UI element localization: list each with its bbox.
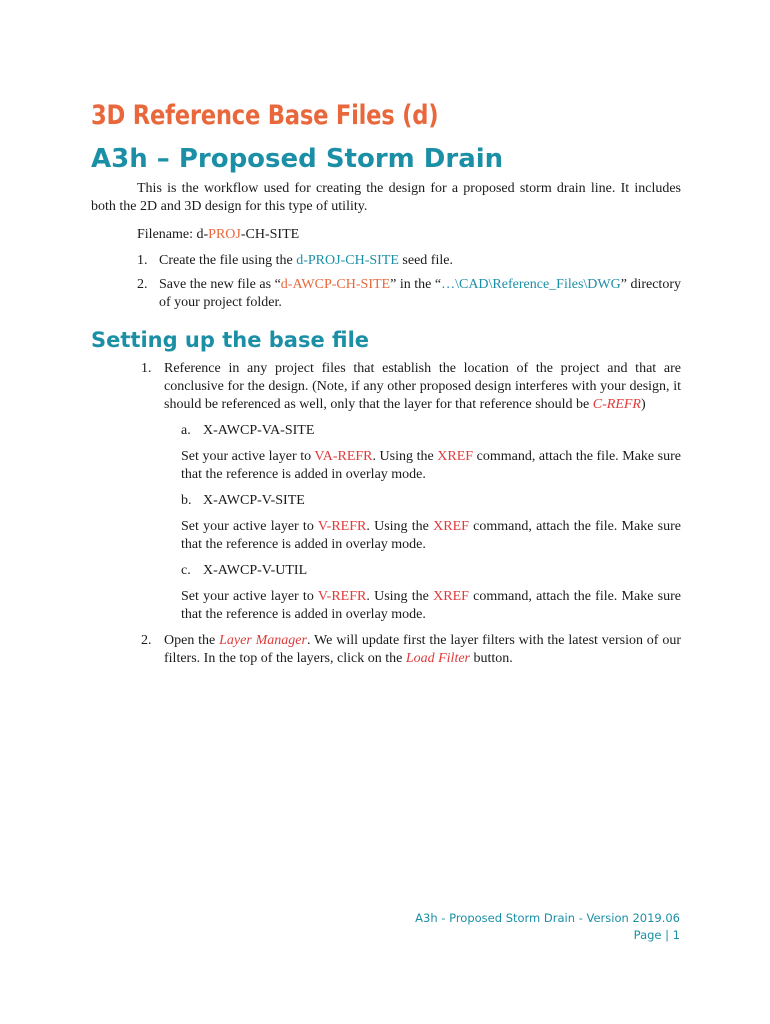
command-name: XREF — [433, 589, 469, 604]
filename-line — [137, 226, 681, 244]
command-name: XREF — [437, 449, 474, 464]
step-text: . We will update first the layer filters with the latest version of our filters. In the top of the layers, click on the — [164, 633, 681, 666]
sub-item-letter: b. — [181, 493, 192, 508]
footer-version: A3h - Proposed Storm Drain - Version 2019.06 — [415, 911, 680, 925]
step-text: Reference in any project files that establish the location of the project and that are conclusive for the design. (Note, if any other proposed design interferes with your design, it should be referenced as well, only that the layer for that reference should be — [164, 361, 681, 412]
step-number: 2. — [141, 633, 152, 648]
footer-page-number: Page | 1 — [633, 928, 680, 942]
sub-item-title — [181, 492, 681, 510]
reference-file-name: X-AWCP-V-UTIL — [203, 563, 308, 578]
document-title: 3D Reference Base Files (d) — [91, 100, 439, 131]
page-content — [91, 96, 681, 668]
reference-sublist — [181, 422, 681, 624]
sub-item-letter: a. — [181, 423, 191, 438]
intro-paragraph: This is the workflow used for creating the design for a proposed storm drain line. It includes both the 2D and 3D design for this type of utility. — [91, 181, 681, 214]
desc-text: Set your active layer to — [181, 519, 318, 534]
desc-text: . Using the — [366, 519, 434, 534]
reference-file-name: X-AWCP-V-SITE — [203, 493, 305, 508]
page-footer — [415, 910, 680, 944]
list-item — [91, 632, 681, 668]
new-file-name: d-AWCP-CH-SITE — [280, 277, 391, 292]
step-number: 1. — [141, 361, 152, 376]
ui-element-name: Layer Manager — [219, 633, 307, 648]
reference-file-name: X-AWCP-VA-SITE — [203, 423, 315, 438]
layer-name: C-REFR — [592, 397, 641, 412]
seed-file-name: d-PROJ-CH-SITE — [296, 253, 399, 268]
step-text: Save the new file as “ — [159, 277, 281, 292]
filename-suffix: -CH-SITE — [240, 227, 300, 242]
desc-text: command, attach the file. Make sure that the reference is added in overlay mode. — [181, 449, 682, 482]
step-text: Create the file using the — [159, 253, 297, 268]
sub-item-letter: c. — [181, 563, 191, 578]
desc-text: Set your active layer to — [181, 449, 315, 464]
sub-item-description — [181, 588, 681, 624]
filename-label: Filename: d- — [137, 227, 209, 242]
filename-proj: PROJ — [208, 227, 241, 242]
directory-path: …\CAD\Reference_Files\DWG — [441, 277, 621, 292]
sub-item-description — [181, 448, 681, 484]
document-subtitle: A3h – Proposed Storm Drain — [91, 144, 504, 174]
step-text: ” directory of your project folder. — [159, 277, 681, 310]
layer-name: V-REFR — [317, 589, 367, 604]
sub-item-title — [181, 422, 681, 440]
section-heading: Setting up the base file — [91, 328, 370, 352]
desc-text: command, attach the file. Make sure that the reference is added in overlay mode. — [181, 589, 681, 622]
sub-item-title — [181, 562, 681, 580]
desc-text: command, attach the file. Make sure that the reference is added in overlay mode. — [181, 519, 681, 552]
step-text: ” in the “ — [390, 277, 442, 292]
desc-text: Set your active layer to — [181, 589, 318, 604]
creation-steps-list — [91, 252, 681, 312]
step-text: ) — [640, 397, 646, 412]
setup-steps-list — [91, 360, 681, 668]
step-text: seed file. — [398, 253, 453, 268]
list-item — [91, 276, 681, 312]
sub-item-description — [181, 518, 681, 554]
list-item — [91, 360, 681, 624]
step-text: button. — [470, 651, 513, 666]
layer-name: VA-REFR — [314, 449, 373, 464]
step-number: 1. — [137, 253, 148, 268]
list-item — [91, 252, 681, 270]
desc-text: . Using the — [366, 589, 434, 604]
command-name: XREF — [433, 519, 469, 534]
layer-name: V-REFR — [317, 519, 367, 534]
step-number: 2. — [137, 277, 148, 292]
desc-text: . Using the — [372, 449, 438, 464]
ui-element-name: Load Filter — [405, 651, 470, 666]
step-text: Open the — [164, 633, 220, 648]
